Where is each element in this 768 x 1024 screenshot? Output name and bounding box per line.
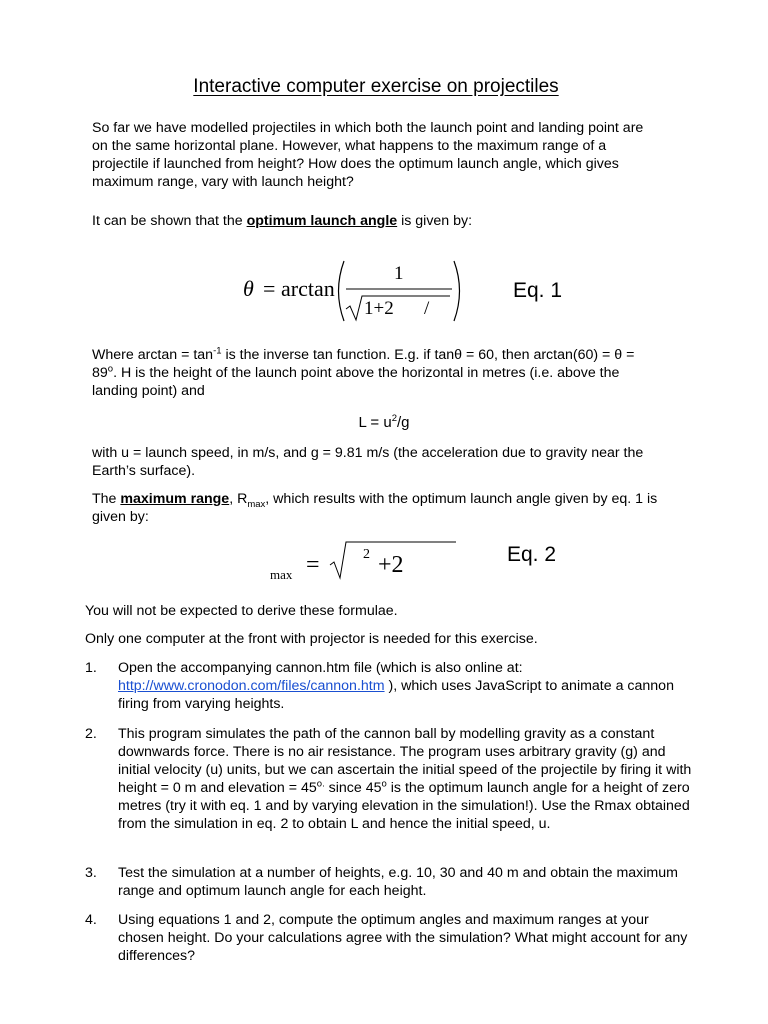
l-eq-b: /g bbox=[397, 414, 410, 431]
l-equation bbox=[0, 414, 768, 432]
eq1-equals: = bbox=[263, 276, 276, 301]
eq1-left-paren bbox=[339, 261, 345, 321]
item2-text-a: This program simulates the path of the cannon ball by modelling gravity as a constant downwards force. There is no air resistance. The program uses arbitrary gravity (g) and initial velocity (u) units, but we can ascertain the initial speed of the projectile by firing it with height = 0 m and elevation = 45 bbox=[118, 726, 692, 796]
eq1-sqrt-sign bbox=[346, 296, 450, 320]
eq1-theta: θ bbox=[243, 276, 254, 301]
eq1-label: Eq. 1 bbox=[513, 279, 563, 302]
maxrange-mid: , R bbox=[229, 491, 248, 507]
maxrange-before: The bbox=[92, 491, 121, 507]
optimum-text-before: It can be shown that the bbox=[92, 213, 247, 229]
eq1-denominator-b: / bbox=[424, 298, 430, 319]
eq1-arctan: arctan bbox=[281, 276, 335, 301]
eq2-label: Eq. 2 bbox=[507, 543, 557, 566]
item1-text-before: Open the accompanying cannon.htm file (which is also online at: bbox=[118, 660, 523, 676]
optimum-angle-term: optimum launch angle bbox=[246, 213, 398, 229]
list-number: 1. bbox=[85, 660, 97, 676]
eq1-denominator-a: 1+2 bbox=[364, 298, 394, 319]
optimum-text-after: is given by: bbox=[397, 213, 473, 229]
eq2-equals: = bbox=[306, 552, 320, 578]
page-title: Interactive computer exercise on projectiles bbox=[193, 76, 559, 97]
list-number: 4. bbox=[85, 912, 97, 928]
eq1-right-paren bbox=[454, 261, 460, 321]
maxrange-after: , which results with the optimum launch angle given by eq. 1 is given by: bbox=[92, 491, 658, 525]
list-item-text: Using equations 1 and 2, compute the optimum angles and maximum ranges at your chosen height. Do your calculations agree with the simulation? What might account for any differences? bbox=[118, 912, 688, 964]
item1-text-after: ), which uses JavaScript to animate a cannon firing from varying heights. bbox=[118, 678, 674, 712]
eq1-numerator: 1 bbox=[394, 263, 404, 284]
where-text-2: is the inverse tan function. E.g. if tanθ = 60, then arctan(60) = θ = 89 bbox=[92, 347, 635, 381]
item2-text-b: since 45 bbox=[324, 780, 382, 796]
where-text-3: . H is the height of the launch point above the horizontal in metres (i.e. above the landing point) and bbox=[92, 365, 620, 399]
l-eq-sup: 2 bbox=[391, 413, 397, 424]
optimum-angle-intro bbox=[92, 212, 662, 230]
cannon-link[interactable]: http://www.cronodon.com/files/cannon.htm bbox=[118, 678, 385, 694]
where-paragraph bbox=[92, 346, 662, 400]
eq2-exponent: 2 bbox=[363, 547, 370, 562]
max-range-paragraph bbox=[92, 490, 662, 526]
list-item-text bbox=[118, 659, 693, 713]
not-derive-text: You will not be expected to derive these formulae. bbox=[85, 603, 398, 619]
maxrange-sub: max bbox=[247, 498, 266, 510]
list-number: 3. bbox=[85, 865, 97, 881]
with-u-paragraph: with u = launch speed, in m/s, and g = 9.81 m/s (the acceleration due to gravity near the Earth’s surface). bbox=[92, 445, 644, 479]
list-number: 2. bbox=[85, 726, 97, 742]
list-item-text bbox=[118, 725, 693, 833]
where-sup-2: o bbox=[107, 363, 114, 375]
where-sup-1: -1 bbox=[213, 345, 222, 357]
l-eq-a: L = u bbox=[358, 414, 392, 431]
intro-paragraph: So far we have modelled projectiles in which both the launch point and landing point are on the same horizontal plane. However, what happens to the maximum range of a projectile if launched from height? How does the optimum launch angle, which gives maximum range, vary with launch height? bbox=[92, 120, 644, 190]
item2-text-c: is the optimum launch angle for a height of zero metres (try it with eq. 1 and by varying elevation in the simulation!). Use the Rmax obtained from the simulation in eq. 2 to obtain L and hence the initial speed, u. bbox=[118, 780, 690, 832]
where-text-1: Where arctan = tan bbox=[92, 347, 214, 363]
eq2-subscript: max bbox=[270, 567, 293, 582]
item2-sup-1: o. bbox=[316, 778, 325, 790]
item2-sup-2: o bbox=[381, 778, 387, 790]
max-range-term: maximum range bbox=[120, 491, 230, 507]
list-item-text: Test the simulation at a number of heights, e.g. 10, 30 and 40 m and obtain the maximum range and optimum launch angle for each height. bbox=[118, 865, 678, 899]
eq2-plus-two: +2 bbox=[378, 552, 404, 578]
one-computer-text: Only one computer at the front with projector is needed for this exercise. bbox=[85, 631, 538, 647]
